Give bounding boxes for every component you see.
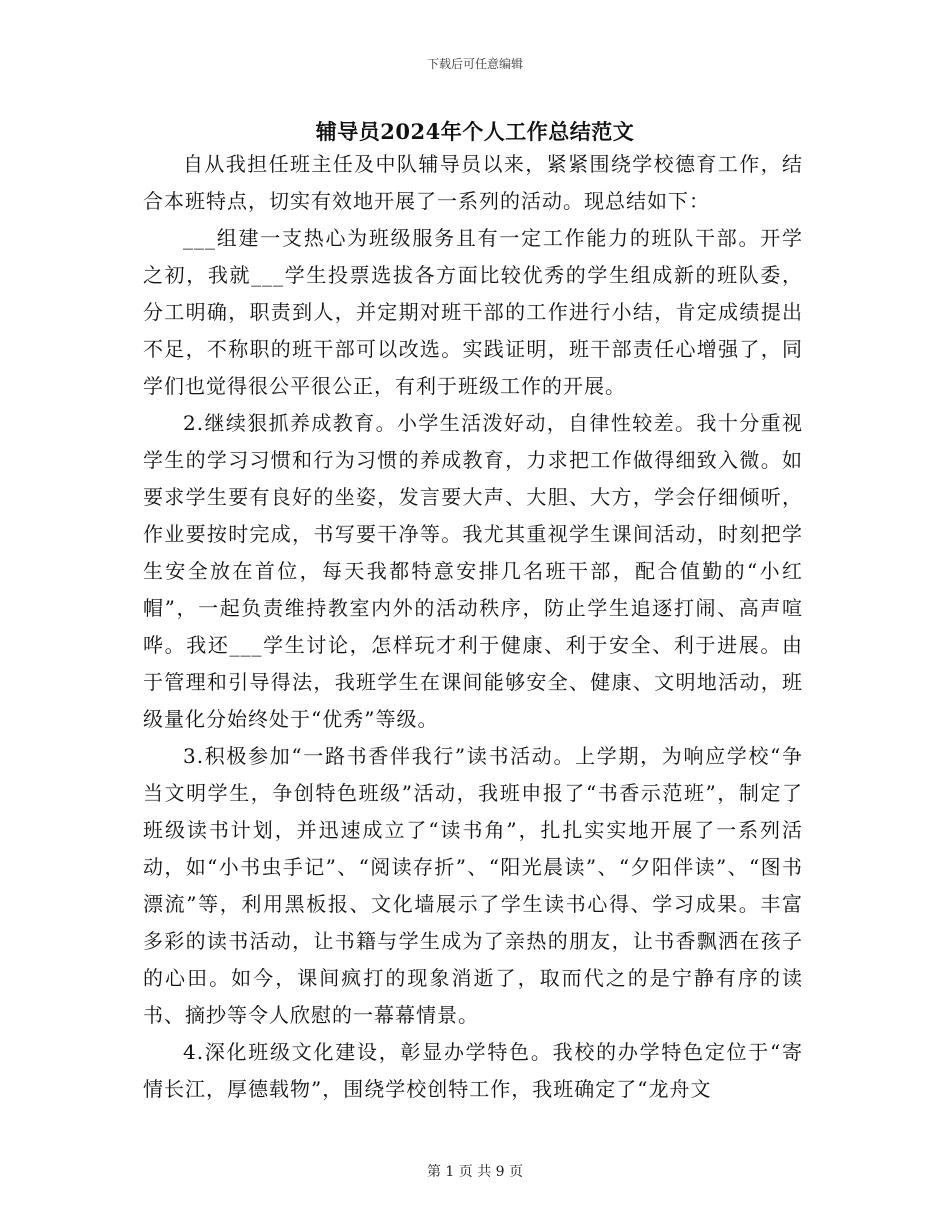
header-note: 下载后可任意编辑 <box>426 57 523 71</box>
page-number: 第 1 页 共 9 页 <box>426 1164 524 1180</box>
document-title: 辅导员2024年个人工作总结范文 <box>315 119 635 144</box>
paragraph-item-1: ___组建一支热心为班级服务且有一定工作能力的班队干部。开学之初，我就___学生投票选拔各方面比较优秀的学生组成新的班队委，分工明确，职责到人，并定期对班干部的工作进行小结，肯定成绩提出不足，不称职的班干部可以改选。实践证明，班干部责任心增强了，同学们也觉得很公平很公正，有利于班级工作的开展。 <box>143 226 803 398</box>
paragraph-item-4: 4.深化班级文化建设，彰显办学特色。我校的办学特色定位于“寄情长江，厚德载物”，围绕学校创特工作，我班确定了“龙舟文 <box>143 1040 803 1101</box>
paragraph-item-3: 3.积极参加“一路书香伴我行”读书活动。上学期，为响应学校“争当文明学生，争创特色班级”活动，我班申报了“书香示范班”，制定了班级读书计划，并迅速成立了“读书角”，扎扎实实地开展了一系列活动，如“小书虫手记”、“阅读存折”、“阳光晨读”、“夕阳伴读”、“图书漂流”等，利用黑板报、文化墙展示了学生读书心得、学习成果。丰富多彩的读书活动，让书籍与学生成为了亲热的朋友，让书香飘洒在孩子的心田。如今，课间疯打的现象消逝了，取而代之的是宁静有序的读书、摘抄等令人欣慰的一幕幕情景。 <box>143 744 803 1027</box>
document-body <box>143 146 803 1108</box>
paragraph-intro: 自从我担任班主任及中队辅导员以来，紧紧围绕学校德育工作，结合本班特点，切实有效地开展了一系列的活动。现总结如下： <box>143 152 803 213</box>
paragraph-item-2: 2.继续狠抓养成教育。小学生活泼好动，自律性较差。我十分重视学生的学习习惯和行为习惯的养成教育，力求把工作做得细致入微。如要求学生要有良好的坐姿，发言要大声、大胆、大方，学会仔细倾听，作业要按时完成，书写要干净等。我尤其重视学生课间活动，时刻把学生安全放在首位，每天我都特意安排几名班干部，配合值勤的“小红帽”，一起负责维持教室内外的活动秩序，防止学生追逐打闹、高声喧哗。我还___学生讨论，怎样玩才利于健康、利于安全、利于进展。由于管理和引导得法，我班学生在课间能够安全、健康、文明地活动，班级量化分始终处于“优秀”等级。 <box>143 411 803 731</box>
